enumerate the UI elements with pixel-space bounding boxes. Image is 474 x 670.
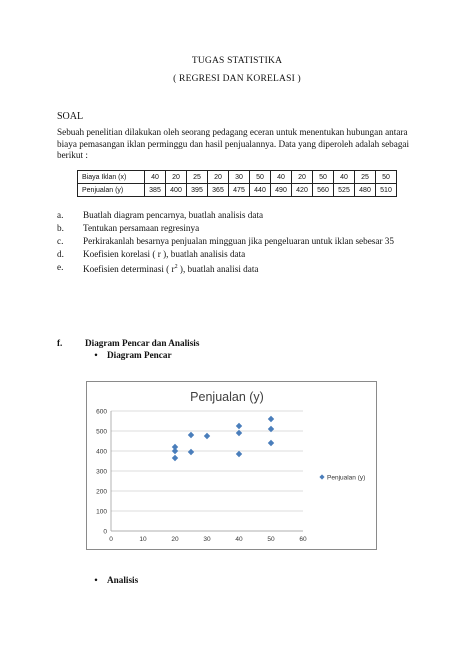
list-item	[57, 209, 394, 222]
table-cell: 395	[187, 184, 208, 197]
x-tick-label: 60	[299, 536, 307, 543]
question-list	[57, 209, 394, 276]
data-point	[188, 432, 194, 438]
row-header: Penjualan (y)	[78, 184, 145, 197]
list-item	[57, 222, 394, 235]
y-tick-label: 200	[96, 488, 107, 496]
table-cell: 560	[313, 184, 334, 197]
question-text: Buatlah diagram pencarnya, buatlah analisis data	[83, 210, 264, 220]
table-cell: 385	[145, 184, 166, 197]
x-tick-label: 40	[235, 536, 243, 543]
question-text	[83, 261, 258, 276]
data-point	[268, 416, 274, 422]
question-text-part: ), buatlah analisi data	[177, 264, 259, 275]
legend-label: Penjualan (y)	[327, 474, 366, 482]
bullet-label: Diagram Pencar	[107, 350, 172, 360]
list-item	[57, 261, 394, 276]
table-cell: 400	[166, 184, 187, 197]
data-point	[268, 440, 274, 446]
table-cell: 525	[334, 184, 355, 197]
table-cell: 50	[376, 171, 397, 184]
problem-paragraph: Sebuah penelitian dilakukan oleh seorang pedagang eceran untuk menentukan hubungan antara biaya pemasangan iklan perminggu dan hasil penjualannya. Data yang diperoleh adalah sebagai berikut :	[57, 127, 410, 161]
bullet-label: Analisis	[107, 575, 139, 585]
table-cell: 440	[250, 184, 271, 197]
y-tick-label: 400	[96, 448, 107, 456]
table-cell: 510	[376, 184, 397, 197]
question-text: Tentukan persamaan regresinya	[83, 223, 200, 233]
bullet-icon: •	[94, 350, 98, 360]
y-tick-label: 0	[103, 528, 107, 536]
data-table	[77, 170, 397, 197]
table-cell: 20	[166, 171, 187, 184]
chart-title: Penjualan (y)	[190, 390, 264, 404]
table-cell: 40	[271, 171, 292, 184]
x-tick-label: 30	[203, 536, 211, 543]
question-letter: d.	[57, 249, 64, 259]
section-f-heading	[57, 338, 199, 348]
question-letter: a.	[57, 210, 64, 220]
table-cell: 25	[355, 171, 376, 184]
row-header: Biaya Iklan (x)	[78, 171, 145, 184]
data-point	[172, 444, 178, 450]
x-tick-label: 0	[109, 536, 113, 543]
y-tick-label: 600	[96, 408, 107, 416]
question-letter: b.	[57, 223, 64, 233]
chart-svg	[87, 382, 376, 549]
table-cell: 40	[334, 171, 355, 184]
page-title: TUGAS STATISTIKA	[191, 56, 283, 66]
y-tick-label: 100	[96, 508, 107, 516]
x-tick-label: 50	[267, 536, 275, 543]
table-cell: 50	[250, 171, 271, 184]
superscript: 2	[174, 264, 178, 270]
legend-marker	[319, 474, 324, 479]
page-subtitle: ( REGRESI DAN KORELASI )	[173, 74, 301, 84]
question-text-part: Koefisien determinasi ( r	[83, 264, 175, 275]
table-cell: 50	[313, 171, 334, 184]
question-letter: e.	[57, 262, 64, 272]
bullet-analisis	[85, 575, 138, 585]
table-cell: 20	[292, 171, 313, 184]
y-tick-label: 500	[96, 428, 107, 436]
table-row	[78, 171, 397, 184]
table-cell: 40	[145, 171, 166, 184]
question-text: Koefisien korelasi ( r ), buatlah analisis data	[83, 249, 246, 259]
table-cell: 365	[208, 184, 229, 197]
bullet-icon: •	[94, 575, 98, 585]
soal-heading: SOAL	[57, 111, 84, 122]
table-cell: 25	[187, 171, 208, 184]
table-cell: 475	[229, 184, 250, 197]
table-cell: 490	[271, 184, 292, 197]
x-tick-label: 10	[139, 536, 147, 543]
table-row	[78, 184, 397, 197]
bullet-diagram-pencar	[85, 350, 172, 360]
question-letter: c.	[57, 236, 64, 246]
list-item	[57, 235, 394, 248]
table-cell: 480	[355, 184, 376, 197]
y-tick-label: 300	[96, 468, 107, 476]
table-cell: 20	[208, 171, 229, 184]
x-tick-label: 20	[171, 536, 179, 543]
table-cell: 420	[292, 184, 313, 197]
data-point	[236, 451, 242, 457]
data-point	[188, 449, 194, 455]
scatter-chart	[86, 381, 377, 550]
data-point	[236, 423, 242, 429]
table-cell: 30	[229, 171, 250, 184]
section-title: Diagram Pencar dan Analisis	[85, 338, 200, 348]
section-letter: f.	[57, 338, 63, 348]
list-item	[57, 248, 394, 261]
data-point	[204, 433, 210, 439]
data-point	[172, 455, 178, 461]
question-text: Perkirakanlah besarnya penjualan mingguan jika pengeluaran untuk iklan sebesar 35	[83, 236, 394, 246]
